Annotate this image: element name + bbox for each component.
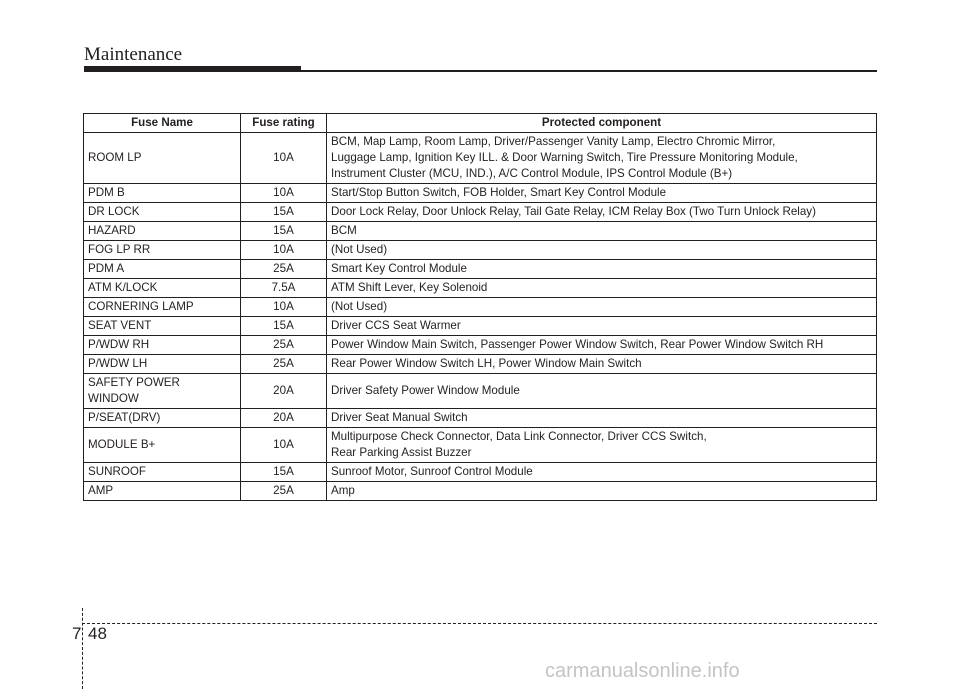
fuse-name-cell: [84, 184, 241, 203]
column-header-fuse-rating: Fuse rating: [241, 114, 327, 133]
table-row: [84, 222, 877, 241]
fuse-rating-cell: 25A: [241, 336, 327, 355]
protected-component-cell-line: Start/Stop Button Switch, FOB Holder, Smart Key Control Module: [331, 186, 667, 199]
fuse-name-cell: [84, 241, 241, 260]
page-margin-dashed-line-horizontal: [82, 623, 877, 624]
fuse-name-cell: [84, 298, 241, 317]
fuse-name-cell: [84, 336, 241, 355]
protected-component-cell-line: Door Lock Relay, Door Unlock Relay, Tail Gate Relay, ICM Relay Box (Two Turn Unlock Relay): [331, 205, 816, 218]
column-header-fuse-name: Fuse Name: [84, 114, 241, 133]
fuse-name-cell: [84, 428, 241, 463]
fuse-name-cell: [84, 463, 241, 482]
fuse-name-cell: [84, 260, 241, 279]
fuse-name-cell-line: P/WDW LH: [88, 357, 148, 370]
fuse-name-cell: [84, 133, 241, 184]
protected-component-cell-line: Power Window Main Switch, Passenger Power Window Switch, Rear Power Window Switch RH: [331, 338, 824, 351]
protected-component-cell: [327, 317, 877, 336]
protected-component-cell: [327, 203, 877, 222]
fuse-table-body: [84, 133, 877, 501]
protected-component-cell-line: Instrument Cluster (MCU, IND.), A/C Control Module, IPS Control Module (B+): [331, 167, 733, 180]
fuse-name-cell: [84, 222, 241, 241]
fuse-rating-cell: 15A: [241, 222, 327, 241]
fuse-rating-cell: 10A: [241, 298, 327, 317]
section-title: Maintenance: [84, 44, 183, 65]
table-row: [84, 241, 877, 260]
table-row: [84, 355, 877, 374]
fuse-rating-cell: 10A: [241, 133, 327, 184]
fuse-rating-cell: 7.5A: [241, 279, 327, 298]
table-row: [84, 279, 877, 298]
table-row: [84, 409, 877, 428]
protected-component-cell-line: Multipurpose Check Connector, Data Link Connector, Driver CCS Switch,: [331, 430, 707, 443]
protected-component-cell: [327, 241, 877, 260]
table-row: [84, 482, 877, 501]
fuse-name-cell: [84, 374, 241, 409]
protected-component-cell: [327, 279, 877, 298]
fuse-name-cell-line: SEAT VENT: [88, 319, 152, 332]
fuse-name-cell: [84, 482, 241, 501]
fuse-rating-cell: 25A: [241, 482, 327, 501]
protected-component-cell-line: Luggage Lamp, Ignition Key ILL. & Door Warning Switch, Tire Pressure Monitoring Module,: [331, 151, 798, 164]
fuse-name-cell: [84, 355, 241, 374]
protected-component-cell-line: BCM: [331, 224, 357, 237]
fuse-name-cell-line: WINDOW: [88, 392, 139, 405]
table-row: [84, 374, 877, 409]
fuse-name-cell-line: FOG LP RR: [88, 243, 151, 256]
table-row: [84, 133, 877, 184]
protected-component-cell-line: (Not Used): [331, 243, 388, 256]
fuse-rating-cell: 15A: [241, 463, 327, 482]
protected-component-cell-line: Amp: [331, 484, 355, 497]
fuse-rating-cell: 15A: [241, 203, 327, 222]
fuse-name-cell-line: AMP: [88, 484, 114, 497]
protected-component-cell-line: Driver Seat Manual Switch: [331, 411, 468, 424]
protected-component-cell: [327, 336, 877, 355]
fuse-name-cell: [84, 279, 241, 298]
table-row: [84, 298, 877, 317]
fuse-name-cell-line: ATM K/LOCK: [88, 281, 158, 294]
fuse-rating-cell: 25A: [241, 355, 327, 374]
fuse-table: [83, 113, 877, 501]
protected-component-cell-line: ATM Shift Lever, Key Solenoid: [331, 281, 488, 294]
fuse-name-cell-line: P/SEAT(DRV): [88, 411, 161, 424]
fuse-name-cell: [84, 203, 241, 222]
page-margin-dashed-line-vertical: [82, 608, 83, 689]
fuse-rating-cell: 25A: [241, 260, 327, 279]
fuse-rating-cell: 20A: [241, 374, 327, 409]
protected-component-cell: [327, 260, 877, 279]
protected-component-cell: [327, 374, 877, 409]
table-row: [84, 428, 877, 463]
protected-component-cell-line: Rear Power Window Switch LH, Power Window Main Switch: [331, 357, 642, 370]
protected-component-cell-line: Rear Parking Assist Buzzer: [331, 446, 472, 459]
table-row: [84, 463, 877, 482]
fuse-name-cell: [84, 317, 241, 336]
fuse-name-cell-line: PDM A: [88, 262, 125, 275]
watermark: carmanualsonline.info: [545, 660, 740, 682]
fuse-name-cell-line: ROOM LP: [88, 151, 142, 164]
column-header-protected-component: Protected component: [327, 114, 877, 133]
fuse-name-cell-line: SUNROOF: [88, 465, 146, 478]
table-header-row: [84, 114, 877, 133]
fuse-rating-cell: 10A: [241, 241, 327, 260]
fuse-rating-cell: 20A: [241, 409, 327, 428]
fuse-name-cell-line: SAFETY POWER: [88, 376, 180, 389]
protected-component-cell: [327, 409, 877, 428]
chapter-number: 7: [72, 624, 82, 643]
fuse-name-cell: [84, 409, 241, 428]
fuse-name-cell-line: MODULE B+: [88, 438, 156, 451]
fuse-name-cell-line: DR LOCK: [88, 205, 140, 218]
protected-component-cell-line: Sunroof Motor, Sunroof Control Module: [331, 465, 533, 478]
fuse-rating-cell: 10A: [241, 184, 327, 203]
protected-component-cell: [327, 463, 877, 482]
protected-component-cell-line: BCM, Map Lamp, Room Lamp, Driver/Passenger Vanity Lamp, Electro Chromic Mirror,: [331, 135, 776, 148]
table-row: [84, 184, 877, 203]
protected-component-cell: [327, 184, 877, 203]
fuse-rating-cell: 15A: [241, 317, 327, 336]
fuse-name-cell-line: P/WDW RH: [88, 338, 150, 351]
table-row: [84, 203, 877, 222]
protected-component-cell-line: Driver Safety Power Window Module: [331, 384, 520, 397]
protected-component-cell: [327, 355, 877, 374]
protected-component-cell: [327, 133, 877, 184]
protected-component-cell-line: Driver CCS Seat Warmer: [331, 319, 461, 332]
fuse-name-cell-line: CORNERING LAMP: [88, 300, 194, 313]
title-bar-thick: [84, 66, 301, 72]
protected-component-cell-line: (Not Used): [331, 300, 388, 313]
fuse-rating-cell: 10A: [241, 428, 327, 463]
table-row: [84, 317, 877, 336]
fuse-name-cell-line: PDM B: [88, 186, 125, 199]
protected-component-cell-line: Smart Key Control Module: [331, 262, 467, 275]
table-row: [84, 336, 877, 355]
fuse-name-cell-line: HAZARD: [88, 224, 136, 237]
protected-component-cell: [327, 222, 877, 241]
page-number: 48: [88, 624, 107, 643]
protected-component-cell: [327, 428, 877, 463]
protected-component-cell: [327, 482, 877, 501]
table-row: [84, 260, 877, 279]
title-bar-thin: [301, 70, 877, 72]
protected-component-cell: [327, 298, 877, 317]
